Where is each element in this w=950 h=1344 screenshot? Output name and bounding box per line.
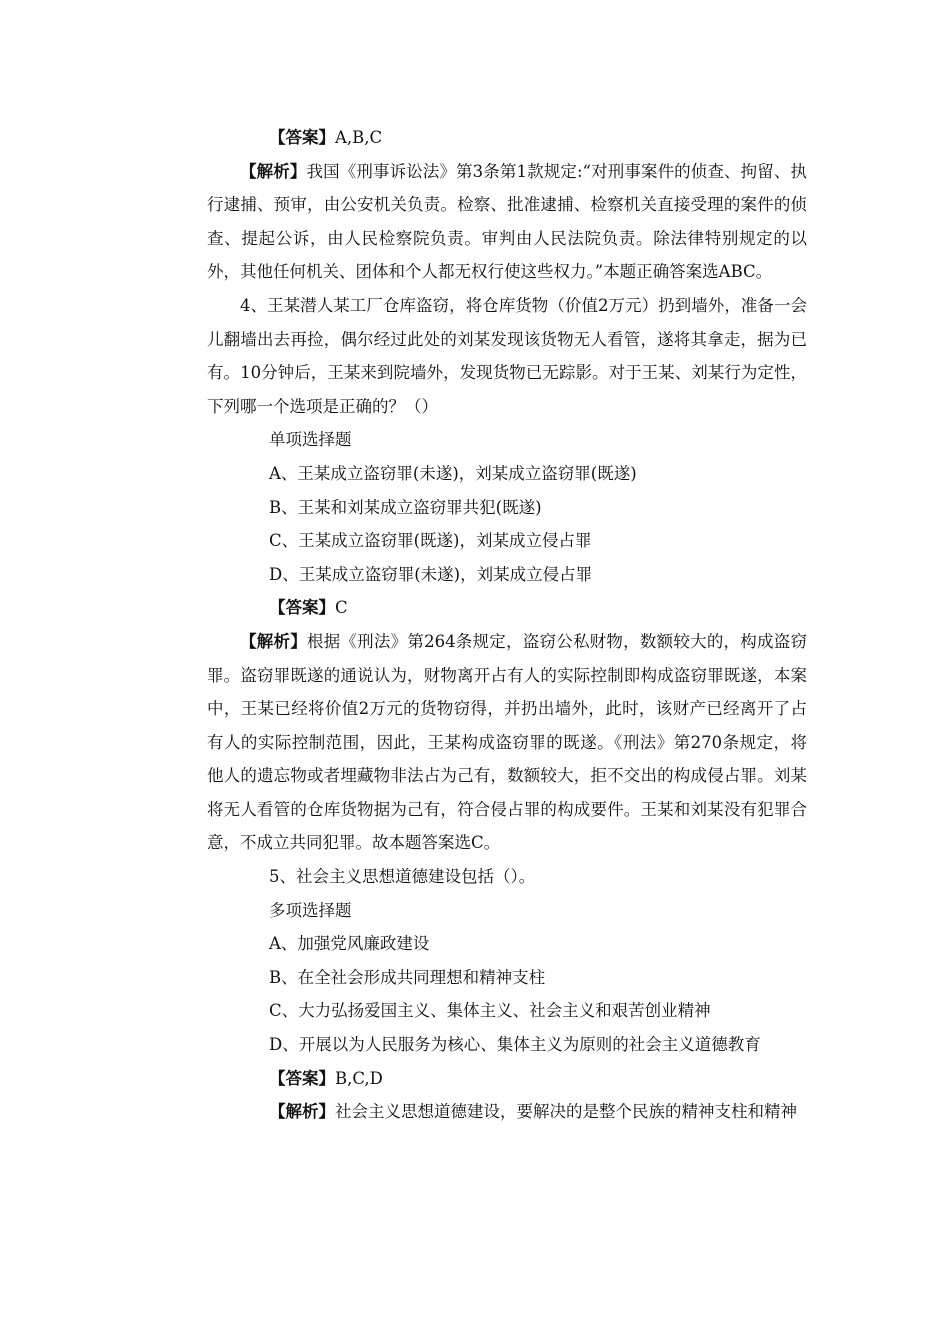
explanation-text: 根据《刑法》第264条规定，盗窃公私财物，数额较大的，构成盗窃罪。盗窃罪既遂的通说认为，财物离开占有人的实际控制即构成盗窃罪既遂，本案中，王某已经将价值2万元的货物窃得，并扔出墙外，此时，该财产已经离开了占有人的实际控制范围，因此，王某构成盗窃罪的既遂。《刑法》第270条规定，将他人的遗忘物或者埋藏物非法占为己有，数额较大，拒不交出的构成侵占罪。刘某将无人看管的仓库货物据为己有，符合侵占罪的构成要件。王某和刘某没有犯罪合意，不成立共同犯罪。故本题答案选C。 xyxy=(207,631,807,853)
answer-label: 【答案】 xyxy=(269,1068,335,1088)
answer-line-q3 xyxy=(207,121,807,155)
answer-text: A,B,C xyxy=(335,128,383,147)
answer-text: B,C,D xyxy=(335,1068,383,1088)
question-5-stem: 5、社会主义思想道德建设包括（）。 xyxy=(269,867,536,887)
question-type-q5: 多项选择题 xyxy=(269,900,352,920)
option-b-q4: B、王某和刘某成立盗窃罪共犯(既遂) xyxy=(269,497,542,517)
answer-label: 【答案】 xyxy=(269,128,335,147)
question-4-stem xyxy=(207,289,807,423)
answer-line-q4 xyxy=(207,591,807,625)
question-type-q4: 单项选择题 xyxy=(269,430,352,450)
document-body xyxy=(207,121,807,1129)
option-b-q5: B、在全社会形成共同理想和精神支柱 xyxy=(269,967,546,987)
option-c-q5: C、大力弘扬爱国主义、集体主义、社会主义和艰苦创业精神 xyxy=(269,1001,711,1021)
explanation-q4 xyxy=(207,625,807,860)
explanation-text: 社会主义思想道德建设，要解决的是整个民族的精神支柱和精神 xyxy=(335,1102,797,1122)
explanation-label: 【解析】 xyxy=(240,631,307,651)
explanation-q5 xyxy=(207,1095,807,1129)
explanation-text: 我国《刑事诉讼法》第3条第1款规定:“对刑事案件的侦查、拘留、执行逮捕、预审，由公安机关负责。检察、批准逮捕、检察机关直接受理的案件的侦查、提起公诉，由人民检察院负责。审判由人民法院负责。除法律特别规定的以外，其他任何机关、团体和个人都无权行使这些权力。”本题正确答案选ABC。 xyxy=(207,161,808,282)
answer-label: 【答案】 xyxy=(269,598,335,618)
answer-line-q5 xyxy=(207,1062,807,1096)
option-d-q5: D、开展以为人民服务为核心、集体主义为原则的社会主义道德教育 xyxy=(269,1035,761,1055)
explanation-label: 【解析】 xyxy=(240,161,307,181)
option-a-q5: A、加强党风廉政建设 xyxy=(269,934,430,954)
answer-text: C xyxy=(335,598,348,618)
explanation-q3 xyxy=(207,155,807,289)
option-c-q4: C、王某成立盗窃罪(既遂)，刘某成立侵占罪 xyxy=(269,531,592,551)
explanation-label: 【解析】 xyxy=(269,1102,335,1122)
option-a-q4: A、王某成立盗窃罪(未遂)，刘某成立盗窃罪(既遂) xyxy=(269,463,637,483)
question-text: 4、王某潜人某工厂仓库盗窃，将仓库货物（价值2万元）扔到墙外，准备一会儿翻墙出去再捡，偶尔经过此处的刘某发现该货物无人看管，遂将其拿走，据为已有。10分钟后，王某来到院墙外，发现货物已无踪影。对于王某、刘某行为定性，下列哪一个选项是正确的？（） xyxy=(207,295,807,416)
option-d-q4: D、王某成立盗窃罪(未遂)，刘某成立侵占罪 xyxy=(269,564,593,584)
